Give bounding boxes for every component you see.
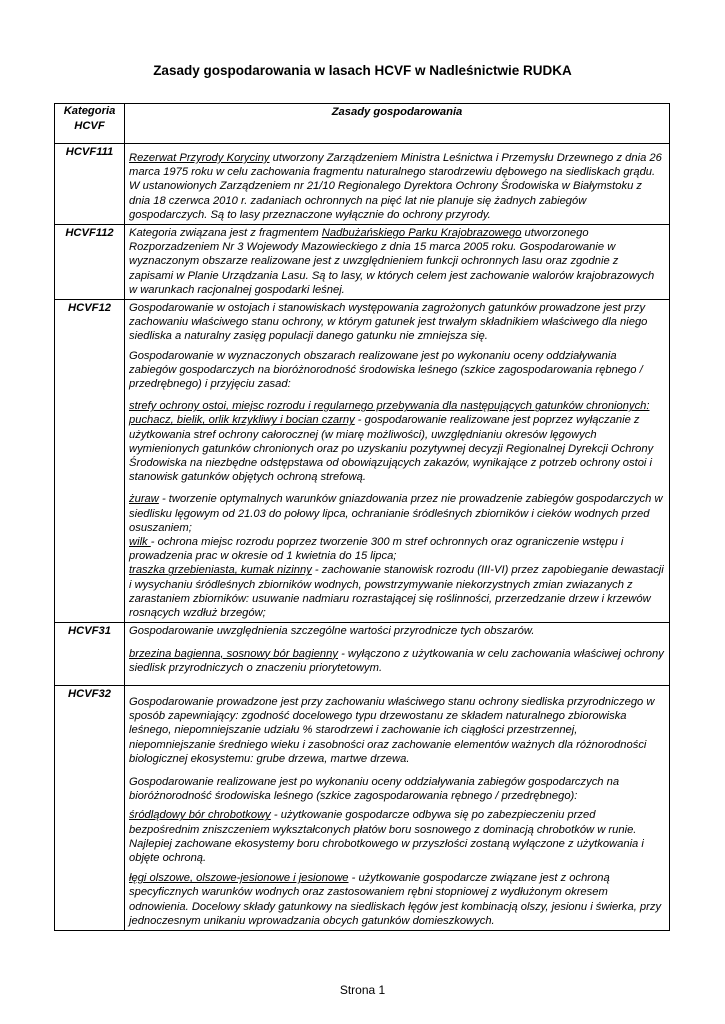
column-header-rules: Zasady gospodarowania [125,104,670,144]
page-title: Zasady gospodarowania w lasach HCVF w Nadleśnictwie RUDKA [153,63,572,78]
table-row [55,225,670,300]
rule-text: - gospodarowanie realizowane jest poprzez wyłączanie z użytkowania stref ochrony całorocznej (w miarę możliwości), uwzględnianiu okresów lęgowych wymienionych gatunków chronionych oraz po uzyskaniu pozytywnej decyzji Regionalnej Dyrekcji Ochrony Środowiska na niezbędne odstępstawa od obowiązujących zakazów, wynikające z potrzeb ochrony ostoi i stanowisk gatunków objętych ochroną strefową. [129,414,654,484]
rule-paragraph: Gospodarowanie prowadzone jest przy zachowaniu właściwego stanu ochrony siedliska przyrodniczego w sposób zapewniający: zgodność docelowego typu drzewostanu ze składem naturalnego zbiorowiska leśnego, niepomniejszanie udziału % starodrzewi i zachowanie ich ciągłości przestrzennej, niepomniejszanie średniego wieku i zasobności oraz zachowanie elementów ważnych dla różnorodności biologicznej ekosystemu: grube drzewa, martwe drzewa. [129,695,655,765]
row-code: HCVF32 [55,685,125,930]
rule-paragraph: Gospodarowanie uwzględnienia szczególne wartości przyrodnicze tych obszarów. [129,625,535,638]
row-rules [125,623,670,686]
row-code: HCVF111 [55,144,125,225]
table-row [55,623,670,686]
habitat-label: brzezina bagienna, sosnowy bór bagienny [129,647,338,660]
row-rules [125,225,670,300]
habitat-label: łęgi olszowe, olszowe-jesionowe i jesionowe [129,872,349,885]
row-rules [125,144,670,225]
table-row [55,685,670,930]
row-code: HCVF31 [55,623,125,686]
rule-text: Kategoria związana jest z fragmentem [129,227,322,240]
rule-text: - wyłączono z użytkowania w celu zachowania właściwej ochrony siedlisk przyrodniczych o znaczeniu priorytetowym. [129,647,664,674]
column-header-category: Kategoria HCVF [55,104,125,144]
park-link: Nadbużańskiego Parku Krajobrazowego [321,227,522,240]
rule-text: - użytkowanie gospodarcze odbywa się po zabezpieczeniu przed bezpośrednim zniszczeniem wykształconych płatów boru sosnowego z dominacją chrobotków w runie. Najlepiej zachowane ekosystemy boru chrobotkowego w przyszłości zostaną wyłączone z użytkowania i objęte ochroną. [129,809,644,864]
reserve-link: Rezerwat Przyrody Koryciny [129,152,270,164]
hcvf-table [54,103,670,931]
rule-text: - zachowanie stanowisk rozrodu (III-VI) przez zapobieganie dewastacji i wysychaniu śródleśnych zbiorników wodnych, powstrzymywanie niekorzystnych zmian zwiazanych z zarastaniem zbiorników: usuwanie nadmiaru rozrastającej się roślinności, przerzedzanie drzew i krzewów rosnących wzdłuż brzegów; [129,564,664,620]
habitat-label: śródlądowy bór chrobotkowy [129,809,271,822]
row-rules [125,300,670,623]
species-label: wilk [129,536,151,549]
rule-paragraph: Gospodarowanie realizowane jest po wykonaniu oceny oddziaływania zabiegów gospodarczych na bioróżnorodność środowiska leśnego (szkice zagospodarowania rębnego / przedrębnego): [129,775,620,803]
page-number: Strona 1 [339,983,386,997]
rule-paragraph: Gospodarowanie w wyznaczonych obszarach realizowane jest po wykonaniu oceny oddziaływania zabiegów gospodarczych na bioróżnorodność środowiska leśnego (szkice zagospodarowania rębnego / przedrębnego) i przyjęciu zasad: [129,349,643,391]
row-code: HCVF12 [55,300,125,623]
rule-text: utworzonego Rozporzadzeniem Nr 3 Wojewody Mazowieckiego z dnia 15 marca 2005 roku. Gospodarowanie w wyznaczonym obszarze realizowane jest z uwzględnieniem funkcji ochronnych lasu oraz zgodnie z zapisami w Planie Urządzania Lasu. Są to lasy, w których celem jest zachowanie walorów krajobrazowych w warunkach racjonalnej gospodarki leśnej. [129,227,655,296]
table-row [55,144,670,225]
rule-text: utworzony Zarządzeniem Ministra Leśnictwa i Przemysłu Drzewnego z dnia 26 marca 1975 roku w celu zachowania fragmentu naturalnego starodrzewiu dębowego na siedliskach grądu. W ustanowionych Zarządzeniem nr 21/10 Regionalego Dyrektora Ochrony Środowiska w Białymstoku z dnia 18 czerwca 2010 r. zadaniach ochronnych na pięć lat nie planuje się żadnych zabiegów gospodarczych. Są to lasy przeznaczone wyłącznie do ochrony przyrody. [129,152,662,221]
table-row [55,300,670,623]
rule-paragraph: Gospodarowanie w ostojach i stanowiskach występowania zagrożonych gatunków prowadzone jest przy zachowaniu właściwego stanu ochrony, w którym gatunek jest trwałym składnikiem właściwego dla niego siedliska a naturalny zasięg populacji danego gatunku nie zmniejsza się. [129,302,648,343]
rule-text: - ochrona miejsc rozrodu poprzez tworzenie 300 m stref ochronnych oraz ograniczenie wstępu i prowadzenia prac w okresie od 1 kwietnia do 15 lipca; [129,536,624,563]
species-label: traszka grzebieniasta, kumak nizinny [129,564,312,577]
row-code: HCVF112 [55,225,125,300]
species-label: strefy ochrony ostoi, miejsc rozrodu i regularnego przebywania dla następujących gatunków chronionych: puchacz, bielik, orlik krzykliwy i bocian czarny [129,400,650,427]
species-label: żuraw [129,493,159,506]
table-header-row [55,104,670,144]
row-rules [125,685,670,930]
rule-text: - użytkowanie gospodarcze związane jest z ochroną specyficznych warunków wodnych oraz zastosowaniem rębni stopniowej z wydłużonym okresem odnowienia. Docelowy składy gatunkowy na siedliskach łęgów jest kombinacją olszy, jesionu i świerka, przy jednoczesnym unikaniu wprowadzania obcych gatunków domieszkowych. [129,872,662,927]
rule-text: - tworzenie optymalnych warunków gniazdowania przez nie prowadzenie zabiegów gospodarczych w siedlisku lęgowym od 21.03 do połowy lipca, ochranianie śródleśnych zbiorników i cieków wodnych przed osuszaniem; [129,493,663,534]
